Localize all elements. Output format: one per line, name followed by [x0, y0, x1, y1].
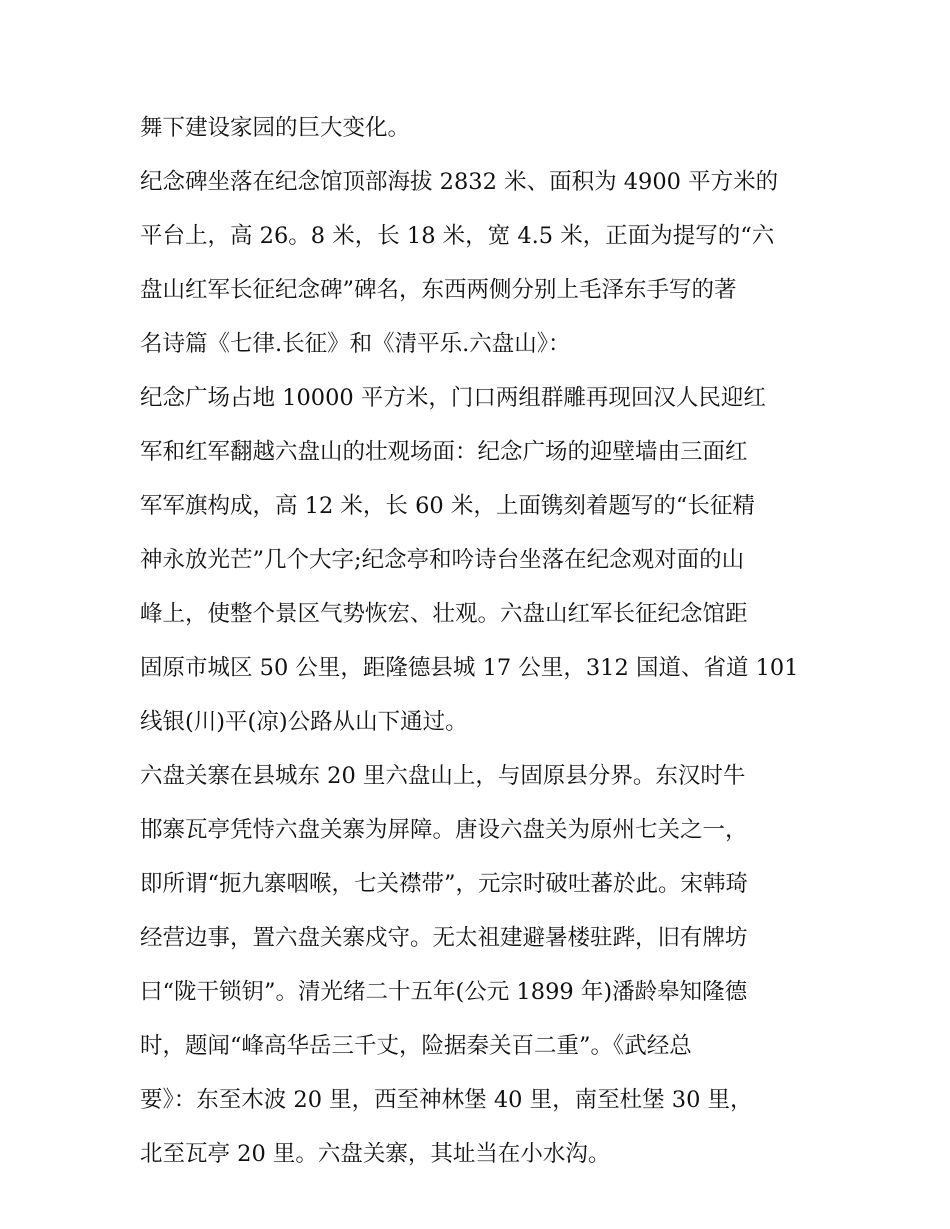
text-line: 曰“陇干锁钥”。清光绪二十五年(公元 1899 年)潘龄皋知隆德 — [140, 979, 748, 1005]
text-line: 纪念广场占地 10000 平方米，门口两组群雕再现回汉人民迎红 — [140, 385, 766, 411]
text-line: 即所谓“扼九寨咽喉，七关襟带”，元宗时破吐蕃於此。宋韩琦 — [140, 871, 749, 897]
document-body — [140, 106, 820, 1186]
text-line: 舞下建设家园的巨大变化。 — [140, 115, 411, 141]
text-line: 经营边事，置六盘关寨戍守。无太祖建避暑楼驻跸，旧有牌坊 — [140, 925, 748, 951]
text-line: 时，题闻“峰高华岳三千丈，险据秦关百二重”。《武经总 — [140, 1033, 692, 1059]
text-line: 纪念碑坐落在纪念馆顶部海拔 2832 米、面积为 4900 平方米的 — [140, 169, 779, 195]
text-line: 邯寨瓦亭凭恃六盘关寨为屏障。唐设六盘关为原州七关之一， — [140, 817, 748, 843]
text-line: 固原市城区 50 公里，距隆德县城 17 公里，312 国道、省道 101 — [140, 655, 799, 681]
text-line: 北至瓦亭 20 里。六盘关寨，其址当在小水沟。 — [140, 1141, 611, 1167]
text-line: 平台上，高 26。8 米，长 18 米，宽 4.5 米，正面为提写的“六 — [140, 223, 775, 249]
text-line: 名诗篇《七律.长征》和《清平乐.六盘山》： — [140, 331, 571, 357]
text-line: 军军旗构成，高 12 米，长 60 米，上面镌刻着题写的“长征精 — [140, 493, 755, 519]
text-line: 峰上，使整个景区气势恢宏、壮观。六盘山红军长征纪念馆距 — [140, 601, 748, 627]
text-line: 线银(川)平(凉)公路从山下通过。 — [140, 709, 468, 735]
text-line: 要》：东至木波 20 里，西至神林堡 40 里，南至杜堡 30 里， — [140, 1087, 753, 1113]
text-line: 军和红军翻越六盘山的壮观场面：纪念广场的迎壁墙由三面红 — [140, 439, 748, 465]
text-line: 神永放光芒”几个大字;纪念亭和吟诗台坐落在纪念观对面的山 — [140, 547, 745, 573]
text-line: 六盘关寨在县城东 20 里六盘山上，与固原县分界。东汉时牛 — [140, 763, 746, 789]
text-line: 盘山红军长征纪念碑”碑名，东西两侧分别上毛泽东手写的著 — [140, 277, 737, 303]
